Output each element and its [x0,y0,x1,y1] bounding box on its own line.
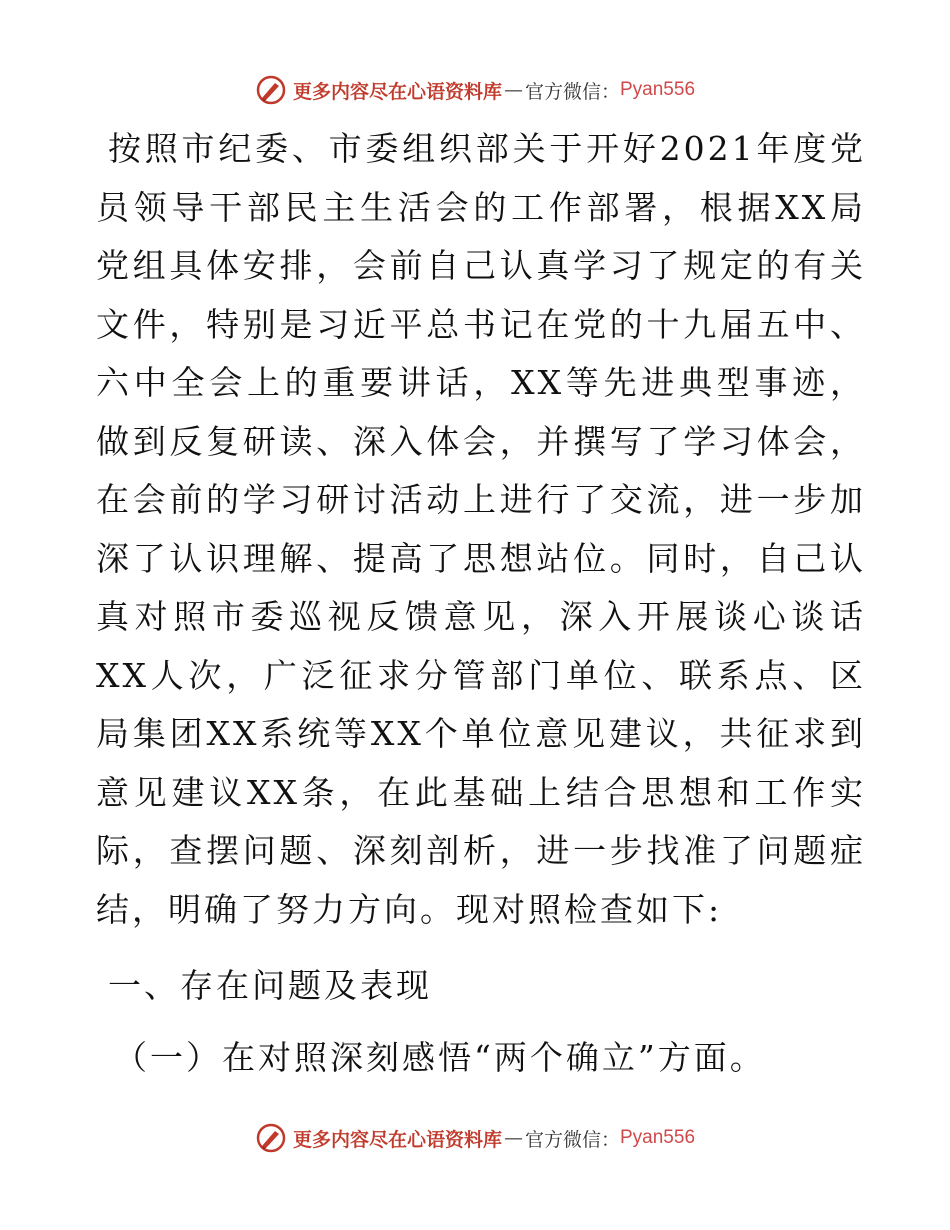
banner-official-label: 官方微信： [524,80,620,103]
pen-logo-icon [255,74,287,106]
banner-official-label: 官方微信： [524,1128,620,1151]
intro-paragraph: 按照市纪委、市委组织部关于开好2021年度党员领导干部民主生活会的工作部署，根据XX局党组具体安排，会前自己认真学习了规定的有关文件，特别是习近平总书记在党的十九届五中、六中全会上的重要讲话，XX等先进典型事迹，做到反复研读、深入体会，并撰写了学习体会，在会前的学习研讨活动上进行了交流，进一步加深了认识理解、提高了思想站位。同时，自己认真对照市委巡视反馈意见，深入开展谈心谈话XX人次，广泛征求分管部门单位、联系点、区局集团XX系统等XX个单位意见建议，共征求到意见建议XX条，在此基础上结合思想和工作实际，查摆问题、深刻剖析，进一步找准了问题症结，明确了努力方向。现对照检查如下: [96,129,866,929]
footer-banner [0,1118,950,1158]
banner-separator: — [503,79,523,101]
document-body [96,120,866,1087]
banner-wechat-id: Pyan556 [620,1127,696,1148]
banner-promo-text: 更多内容尽在心语资料库 [292,80,502,103]
banner-wechat-id: Pyan556 [620,79,696,100]
section-heading: 一、存在问题及表现 [108,966,432,1005]
header-banner [0,70,950,110]
banner-promo-text: 更多内容尽在心语资料库 [292,1128,502,1151]
pen-logo-icon [255,1122,287,1154]
subsection-heading: （一）在对照深刻感悟“两个确立”方面。 [114,1038,766,1077]
banner-separator: — [503,1127,523,1149]
